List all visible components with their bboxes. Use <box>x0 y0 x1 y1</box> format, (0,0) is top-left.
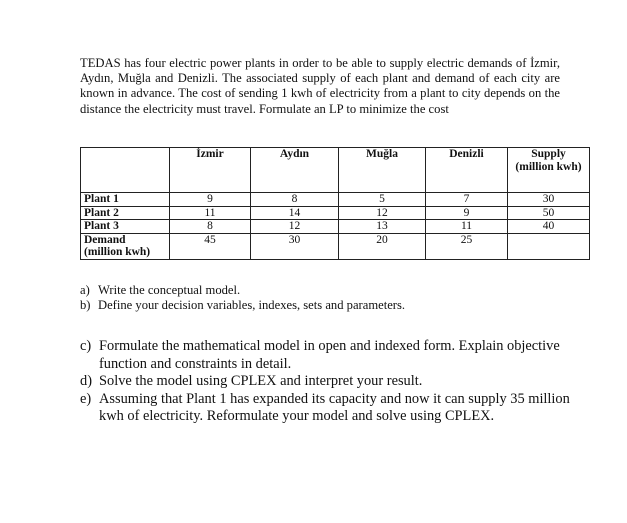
table-cell <box>508 233 590 259</box>
question-text: Write the conceptual model. <box>98 283 241 297</box>
list-item <box>80 283 560 298</box>
table-cell: 25 <box>426 233 508 259</box>
question-label: b) <box>80 298 91 312</box>
question-text: Formulate the mathematical model in open and indexed form. Explain objective function and constraints in detail. <box>99 338 560 372</box>
table-row <box>81 206 590 220</box>
table-cell: 20 <box>339 233 426 259</box>
question-list-small <box>80 283 560 313</box>
header-mugla: Muğla <box>339 148 426 193</box>
table-cell: 14 <box>251 206 339 220</box>
question-text: Assuming that Plant 1 has expanded its capacity and now it can supply 35 million kwh of electricity. Reformulate your model and solve using CPLEX. <box>99 390 570 424</box>
table-cell: 13 <box>339 220 426 234</box>
table-cell: 30 <box>251 233 339 259</box>
table-cell: 9 <box>170 193 251 207</box>
table-cell: 40 <box>508 220 590 234</box>
row-label: Demand (million kwh) <box>81 233 170 259</box>
header-corner <box>81 148 170 193</box>
row-label: Plant 1 <box>81 193 170 207</box>
problem-statement: TEDAS has four electric power plants in order to be able to supply electric demands of İzmir, Aydın, Muğla and Denizli. The associated supply of each plant and demand of each city are known in advance. The cost of sending 1 kwh of electricity from a plant to city depends on the distance the electricity must travel. Formulate an LP to minimize the cost <box>80 56 560 116</box>
table-cell: 8 <box>170 220 251 234</box>
table-cell: 11 <box>426 220 508 234</box>
question-list-large <box>80 338 580 426</box>
question-label: a) <box>80 283 90 297</box>
list-item <box>80 298 560 313</box>
table-cell: 11 <box>170 206 251 220</box>
header-izmir: İzmir <box>170 148 251 193</box>
table-row <box>81 193 590 207</box>
table-cell: 45 <box>170 233 251 259</box>
header-supply: Supply (million kwh) <box>508 148 590 193</box>
cost-table <box>80 147 590 260</box>
table-cell: 8 <box>251 193 339 207</box>
question-label: d) <box>80 373 92 389</box>
row-label: Plant 3 <box>81 220 170 234</box>
question-label: e) <box>80 390 92 407</box>
table-row <box>81 220 590 234</box>
table-cell: 12 <box>339 206 426 220</box>
question-label: c) <box>80 338 92 354</box>
table-cell: 12 <box>251 220 339 234</box>
list-item <box>80 338 580 373</box>
table-cell: 30 <box>508 193 590 207</box>
question-text: Solve the model using CPLEX and interpret your result. <box>99 373 423 389</box>
table-header-row <box>81 148 590 193</box>
question-text: Define your decision variables, indexes, sets and parameters. <box>98 298 406 312</box>
table-cell: 9 <box>426 206 508 220</box>
list-item <box>80 391 580 426</box>
list-item <box>80 373 580 391</box>
table-cell: 7 <box>426 193 508 207</box>
table-cell: 50 <box>508 206 590 220</box>
table-row <box>81 233 590 259</box>
header-denizli: Denizli <box>426 148 508 193</box>
header-aydin: Aydın <box>251 148 339 193</box>
table-cell: 5 <box>339 193 426 207</box>
row-label: Plant 2 <box>81 206 170 220</box>
